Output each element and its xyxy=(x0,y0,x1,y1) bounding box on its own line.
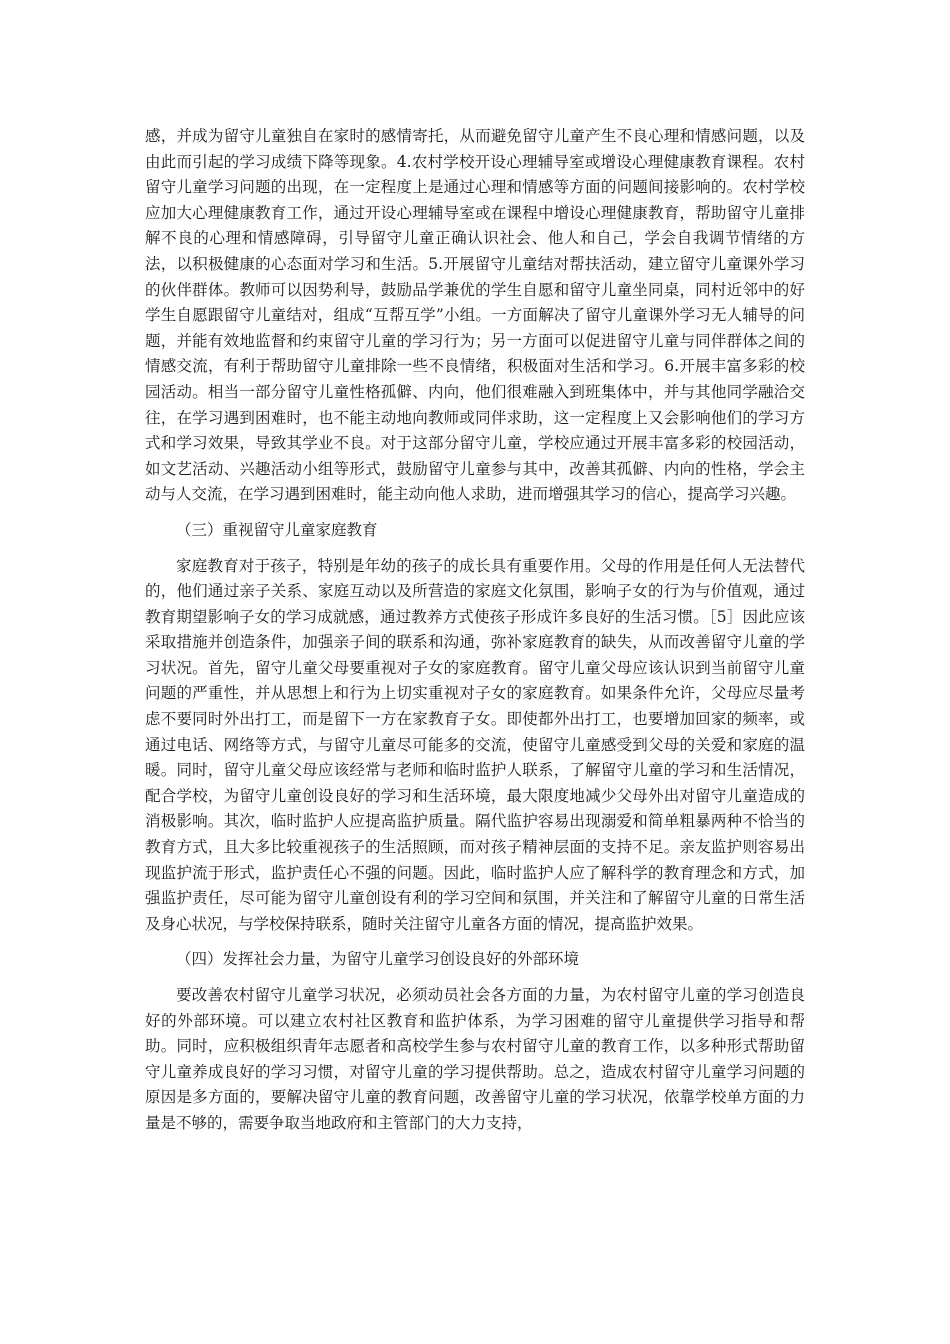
section-heading-3: （三）重视留守儿童家庭教育 xyxy=(176,520,378,539)
document-page xyxy=(145,124,805,1147)
section-heading-4: （四）发挥社会力量，为留守儿童学习创设良好的外部环境 xyxy=(176,950,580,969)
body-paragraph-social-forces: 要改善农村留守儿童学习状况，必须动员社会各方面的力量，为农村留守儿童的学习创造良好的外部环境。可以建立农村社区教育和监护体系，为学习困难的留守儿童提供学习指导和帮助。同时，应积极组织青年志愿者和高校学生参与农村留守儿童的教育工作，以多种形式帮助留守儿童养成良好的学习习惯，对留守儿童的学习提供帮助。总之，造成农村留守儿童学习问题的原因是多方面的，要解决留守儿童的教育问题，改善留守儿童的学习状况，依靠学校单方面的力量是不够的，需要争取当地政府和主管部门的大力支持， xyxy=(145,986,805,1132)
body-paragraph-continued: 感，并成为留守儿童独自在家时的感情寄托，从而避免留守儿童产生不良心理和情感问题，以及由此而引起的学习成绩下降等现象。4.农村学校开设心理辅导室或增设心理健康教育课程。农村留守儿童学习问题的出现，在一定程度上是通过心理和情感等方面的问题间接影响的。农村学校应加大心理健康教育工作，通过开设心理辅导室或在课程中增设心理健康教育，帮助留守儿童排解不良的心理和情感障碍，引导留守儿童正确认识社会、他人和自己，学会自我调节情绪的方法，以积极健康的心态面对学习和生活。5.开展留守儿童结对帮扶活动，建立留守儿童课外学习的伙伴群体。教师可以因势利导，鼓励品学兼优的学生自愿和留守儿童坐同桌，同村近邻中的好学生自愿跟留守儿童结对，组成“互帮互学”小组。一方面解决了留守儿童课外学习无人辅导的问题，并能有效地监督和约束留守儿童的学习行为；另一方面可以促进留守儿童与同伴群体之间的情感交流，有利于帮助留守儿童排除一些不良情绪，积极面对生活和学习。6.开展丰富多彩的校园活动。相当一部分留守儿童性格孤僻、内向，他们很难融入到班集体中，并与其他同学融洽交往，在学习遇到困难时，也不能主动地向教师或同伴求助，这一定程度上又会影响他们的学习方式和学习效果，导致其学业不良。对于这部分留守儿童，学校应通过开展丰富多彩的校园活动，如文艺活动、兴趣活动小组等形式，鼓励留守儿童参与其中，改善其孤僻、内向的性格，学会主动与人交流，在学习遇到困难时，能主动向他人求助，进而增强其学习的信心，提高学习兴趣。 xyxy=(145,127,805,504)
body-paragraph-family-education: 家庭教育对于孩子，特别是年幼的孩子的成长具有重要作用。父母的作用是任何人无法替代的，他们通过亲子关系、家庭互动以及所营造的家庭文化氛围，影响子女的行为与价值观，通过教育期望影响子女的学习成就感，通过教养方式使孩子形成许多良好的生活习惯。［5］因此应该采取措施并创造条件，加强亲子间的联系和沟通，弥补家庭教育的缺失，从而改善留守儿童的学习状况。首先，留守儿童父母要重视对子女的家庭教育。留守儿童父母应该认识到当前留守儿童问题的严重性，并从思想上和行为上切实重视对子女的家庭教育。如果条件允许，父母应尽量考虑不要同时外出打工，而是留下一方在家教育子女。即使都外出打工，也要增加回家的频率，或通过电话、网络等方式，与留守儿童尽可能多的交流，使留守儿童感受到父母的关爱和家庭的温暖。同时，留守儿童父母应该经常与老师和临时监护人联系，了解留守儿童的学习和生活情况，配合学校，为留守儿童创设良好的学习和生活环境，最大限度地减少父母外出对留守儿童造成的消极影响。其次，临时监护人应提高监护质量。隔代监护容易出现溺爱和简单粗暴两种不恰当的教育方式，且大多比较重视孩子的生活照顾，而对孩子精神层面的支持不足。亲友监护则容易出现监护流于形式，监护责任心不强的问题。因此，临时监护人应了解科学的教育理念和方式，加强监护责任，尽可能为留守儿童创设有利的学习空间和氛围，并关注和了解留守儿童的日常生活及身心状况，与学校保持联系，随时关注留守儿童各方面的情况，提高监护效果。 xyxy=(145,556,805,933)
